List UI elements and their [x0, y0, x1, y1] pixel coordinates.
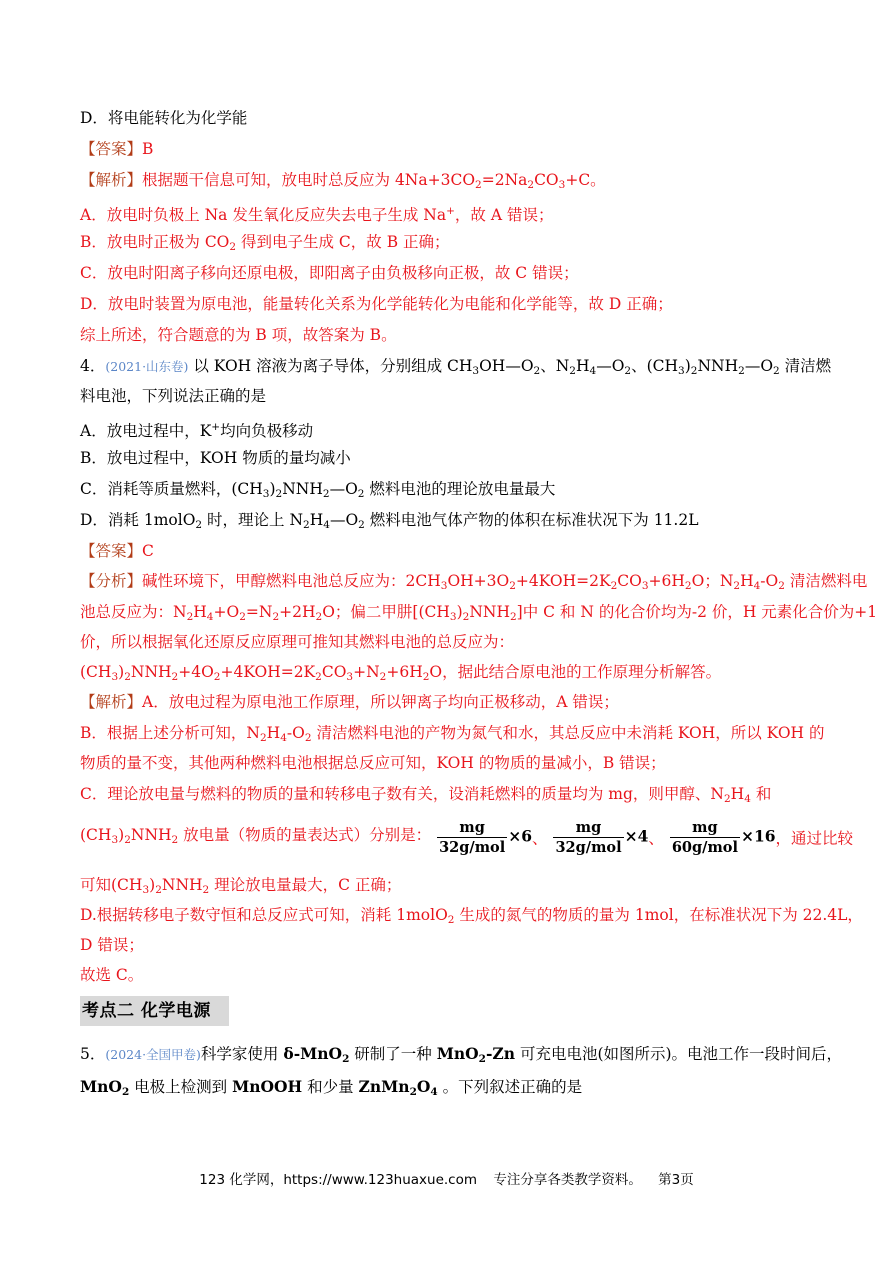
q3-analysis: 【解析】根据题干信息可知，放电时总反应为 $4Na+3CO_2=2Na_2CO_3+C$。 — [80, 171, 606, 191]
q3-analysis-c: C．放电时阳离子移向还原电极，即阳离子由负极移向正极，故 C 错误； — [80, 264, 579, 282]
q4-answer: 【答案】C — [80, 542, 154, 560]
q4-fenxi-line2: 池总反应为：$N_2H_4+O_2=N_2+2H_2O$；偏二甲肼$[(CH_3)_2NNH_2]$中 C 和 N 的化合价均为-2 价，H 元素化合价为+1 — [80, 603, 878, 623]
q4-option-b: B．放电过程中，KOH 物质的量均减小 — [80, 449, 351, 467]
footer-site: 123 化学网，https://www.123huaxue.com — [199, 1172, 478, 1188]
q4-jiexi-b1: B．根据上述分析可知，$N_2H_4-O_2$ 清洁燃料电池的产物为氮气和水，其总反应中未消耗 KOH，所以 KOH 的 — [80, 724, 825, 744]
q3-analysis-b: B．放电时正极为 $CO_2$ 得到电子生成 C，故 B 正确； — [80, 233, 450, 253]
q4-jiexi-b2: 物质的量不变，其他两种燃料电池根据总反应可知，KOH 的物质的量减小，B 错误； — [80, 754, 666, 772]
q4-jiexi-d2: D 错误； — [80, 936, 144, 954]
page-footer — [0, 1168, 893, 1188]
q4-jiexi-c3: 可知$(CH_3)_2NNH_2$ 理论放电量最大，C 正确； — [80, 876, 402, 896]
q3-option-d: D．将电能转化为化学能 — [80, 109, 248, 127]
fraction-udmh: $\frac{mg}{\text{60g/mol}}$ — [671, 819, 738, 856]
footer-page-number: 第3页 — [658, 1172, 694, 1188]
q3-summary: 综上所述，符合题意的为 B 项，故答案为 B。 — [80, 326, 397, 344]
q5-stem-line1: 5．(2024·全国甲卷)科学家使用 δ-MnO$_2$ 研制了一种 MnO$_2$-Zn 可充电电池(如图所示)。电池工作一段时间后， — [80, 1044, 843, 1065]
q4-jiexi-c2-formula: $(CH_3)_2NNH_2$ 放电量（物质的量表达式）分别是： $\frac{mg}{\text{32g/mol}}$ ×6、 $\frac{mg}{\text{32g/mol}}$ ×4、 $\frac{mg}{\text{60g/mol}}$ ×16，通过比较 — [80, 819, 854, 856]
q3-analysis-d: D．放电时装置为原电池，能量转化关系为化学能转化为电能和化学能等，故 D 正确； — [80, 295, 673, 313]
q4-fenxi-line1: 【分析】碱性环境下，甲醇燃料电池总反应为：$2CH_3OH+3O_2+4KOH=2K_2CO_3+6H_2O$；$N_2H_4-O_2$ 清洁燃料电 — [80, 572, 868, 592]
q4-fenxi-line3: 价，所以根据氧化还原反应原理可推知其燃料电池的总反应为： — [80, 633, 515, 651]
fraction-hydrazine: $\frac{mg}{\text{32g/mol}}$ — [555, 819, 622, 856]
q4-stem-line2: 料电池，下列说法正确的是 — [80, 387, 267, 405]
footer-slogan: 专注分享各类教学资料。 — [493, 1172, 642, 1188]
q5-stem-line2: MnO$_2$ 电极上检测到 MnOOH 和少量 $ZnMn_2O_4$ 。下列叙述正确的是 — [80, 1077, 583, 1098]
q4-option-d: D．消耗 1molO$_2$ 时，理论上 $N_2H_4—O_2$ 燃料电池气体产物的体积在标准状况下为 11.2L — [80, 511, 699, 531]
q4-conclusion: 故选 C。 — [80, 966, 144, 984]
q4-fenxi-line4: $(CH_3)_2NNH_2+4O_2+4KOH=2K_2CO_3+N_2+6H_2O$，据此结合原电池的工作原理分析解答。 — [80, 663, 722, 683]
q4-option-a: A．放电过程中，K+均向负极移动 — [80, 421, 314, 440]
section-heading: 考点二 化学电源 — [80, 996, 229, 1026]
q4-jiexi-d1: D.根据转移电子数守恒和总反应式可知，消耗 1molO$_2$ 生成的氮气的物质的量为 1mol，在标准状况下为 22.4L， — [80, 906, 863, 926]
q4-stem-line1: 4．(2021·山东卷) 以 KOH 溶液为离子导体，分别组成 $CH_3OH—O_2$、$N_2H_4—O_2$、$(CH_3)_2NNH_2—O_2$ 清洁燃 — [80, 357, 832, 377]
q3-analysis-a: A．放电时负极上 Na 发生氧化反应失去电子生成 Na+，故 A 错误； — [80, 205, 554, 224]
q4-jiexi-c1: C．理论放电量与燃料的物质的量和转移电子数有关，设消耗燃料的质量均为 mg，则甲醇、$N_2H_4$ 和 — [80, 785, 772, 805]
fraction-methanol: $\frac{mg}{\text{32g/mol}}$ — [439, 819, 506, 856]
q4-option-c: C．消耗等质量燃料，$(CH_3)_2NNH_2—O_2$ 燃料电池的理论放电量最大 — [80, 480, 556, 500]
q3-answer: 【答案】B — [80, 140, 154, 158]
q4-jiexi-a: 【解析】A．放电过程为原电池工作原理，所以钾离子均向正极移动，A 错误； — [80, 693, 619, 711]
